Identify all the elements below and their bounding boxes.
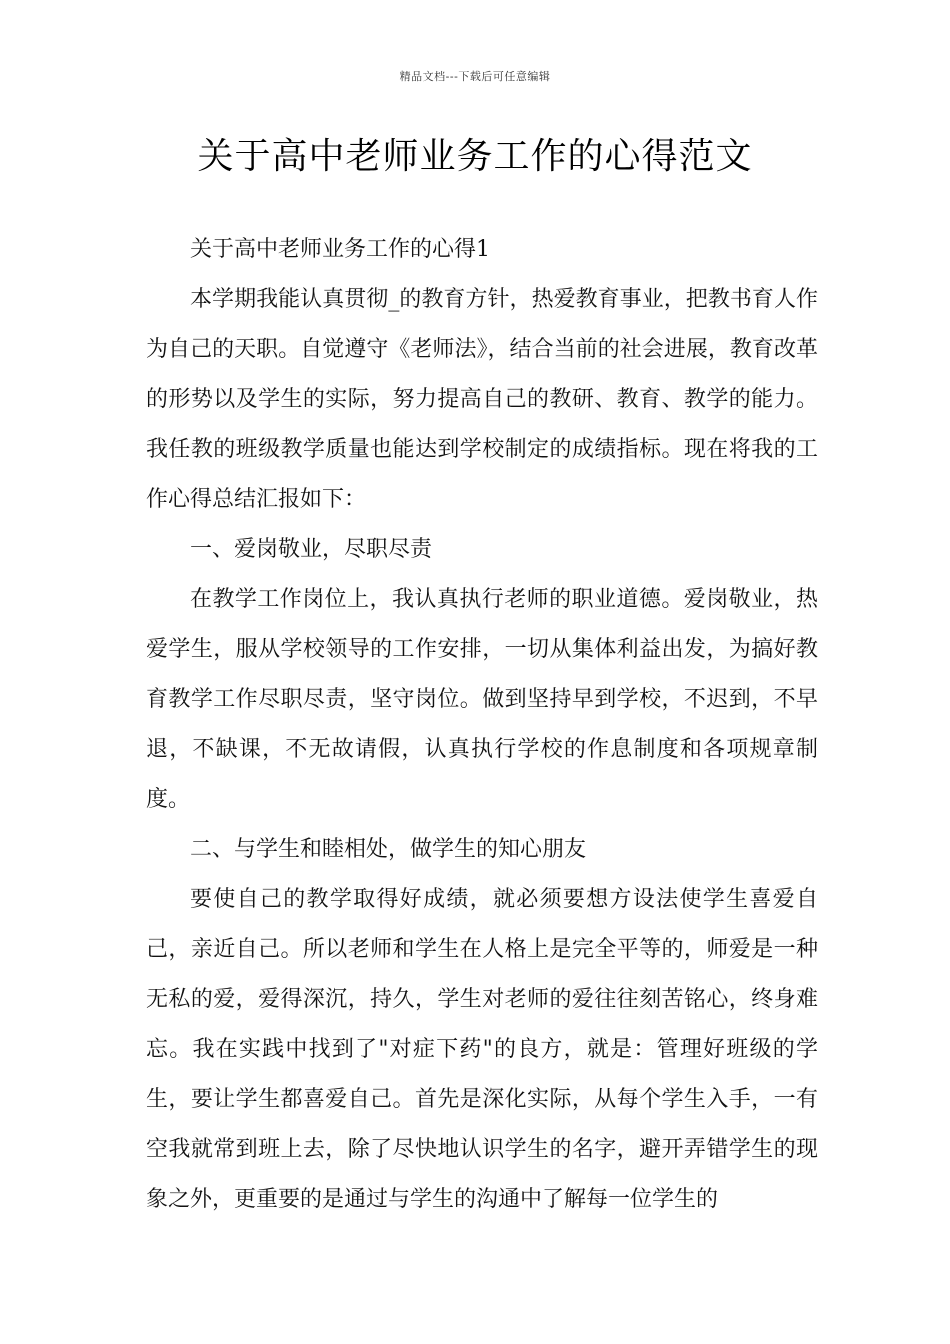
subsection-heading: 二、与学生和睦相处，做学生的知心朋友	[190, 837, 587, 862]
section-heading: 关于高中老师业务工作的心得1	[190, 237, 490, 262]
body-paragraph: 本学期我能认真贯彻_的教育方针，热爱教育事业，把教书育人作为自己的天职。自觉遵守《老师法》，结合当前的社会进展，教育改革的形势以及学生的实际，努力提高自己的教研、教育、教学的能力。我任教的班级教学质量也能达到学校制定的成绩指标。现在将我的工作心得总结汇报如下：	[146, 287, 818, 512]
header-note: 精品文档---下载后可任意编辑	[399, 70, 551, 83]
body-paragraph: 在教学工作岗位上，我认真执行老师的职业道德。爱岗敬业，热爱学生，服从学校领导的工作安排，一切从集体利益出发，为搞好教育教学工作尽职尽责，坚守岗位。做到坚持早到学校，不迟到，不早退，不缺课，不无故请假，认真执行学校的作息制度和各项规章制度。	[146, 587, 818, 812]
document-title: 关于高中老师业务工作的心得范文	[197, 136, 753, 177]
body-paragraph: 要使自己的教学取得好成绩，就必须要想方设法使学生喜爱自己，亲近自己。所以老师和学生在人格上是完全平等的，师爱是一种无私的爱，爱得深沉，持久，学生对老师的爱往往刻苦铭心，终身难忘。我在实践中找到了"对症下药"的良方，就是：管理好班级的学生，要让学生都喜爱自己。首先是深化实际，从每个学生入手，一有空我就常到班上去，除了尽快地认识学生的名字，避开弄错学生的现象之外，更重要的是通过与学生的沟通中了解每一位学生的	[146, 887, 818, 1212]
subsection-heading: 一、爱岗敬业，尽职尽责	[190, 537, 433, 562]
document-body	[146, 225, 818, 1225]
